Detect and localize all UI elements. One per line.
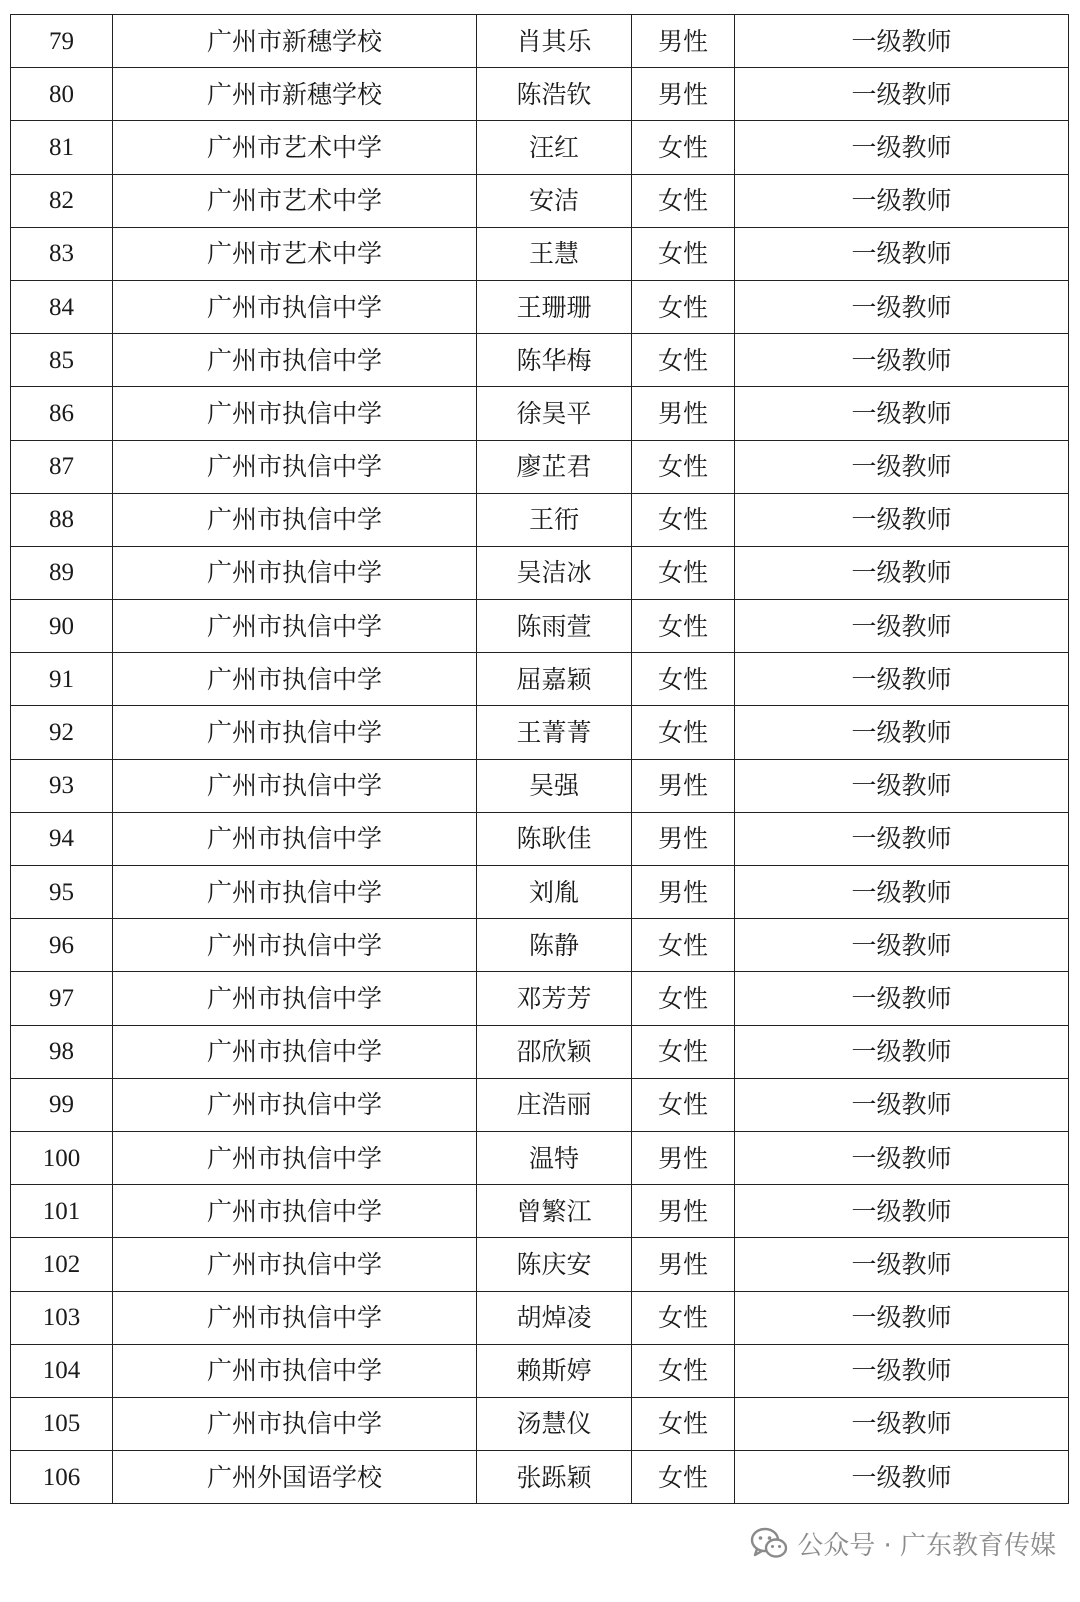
cell-teacher-name: 陈耿佳	[477, 812, 632, 865]
cell-title: 一级教师	[735, 866, 1069, 919]
cell-number: 97	[11, 972, 113, 1025]
table-row	[11, 227, 1069, 280]
cell-gender: 女性	[632, 440, 735, 493]
cell-gender: 男性	[632, 1238, 735, 1291]
table-row	[11, 387, 1069, 440]
cell-number: 86	[11, 387, 113, 440]
cell-teacher-name: 温特	[477, 1131, 632, 1184]
cell-number: 92	[11, 706, 113, 759]
cell-number: 79	[11, 15, 113, 68]
cell-title: 一级教师	[735, 493, 1069, 546]
table-row	[11, 174, 1069, 227]
cell-number: 91	[11, 653, 113, 706]
wechat-watermark	[749, 1518, 1056, 1568]
cell-number: 88	[11, 493, 113, 546]
table-row	[11, 600, 1069, 653]
cell-school: 广州市艺术中学	[113, 121, 477, 174]
cell-number: 102	[11, 1238, 113, 1291]
cell-school: 广州市执信中学	[113, 759, 477, 812]
table-row	[11, 546, 1069, 599]
cell-number: 101	[11, 1185, 113, 1238]
cell-title: 一级教师	[735, 653, 1069, 706]
cell-gender: 女性	[632, 493, 735, 546]
cell-teacher-name: 陈静	[477, 919, 632, 972]
cell-school: 广州市艺术中学	[113, 227, 477, 280]
cell-number: 93	[11, 759, 113, 812]
cell-number: 85	[11, 334, 113, 387]
cell-number: 83	[11, 227, 113, 280]
cell-title: 一级教师	[735, 1025, 1069, 1078]
cell-number: 80	[11, 68, 113, 121]
cell-school: 广州市执信中学	[113, 600, 477, 653]
cell-gender: 男性	[632, 15, 735, 68]
cell-school: 广州市执信中学	[113, 1185, 477, 1238]
cell-gender: 女性	[632, 706, 735, 759]
table-row	[11, 706, 1069, 759]
cell-teacher-name: 吴强	[477, 759, 632, 812]
cell-number: 98	[11, 1025, 113, 1078]
cell-gender: 男性	[632, 866, 735, 919]
cell-title: 一级教师	[735, 334, 1069, 387]
table-row	[11, 866, 1069, 919]
cell-gender: 女性	[632, 919, 735, 972]
cell-school: 广州外国语学校	[113, 1451, 477, 1504]
cell-title: 一级教师	[735, 1451, 1069, 1504]
cell-number: 84	[11, 280, 113, 333]
cell-title: 一级教师	[735, 546, 1069, 599]
cell-title: 一级教师	[735, 1078, 1069, 1131]
table-row	[11, 1291, 1069, 1344]
cell-school: 广州市执信中学	[113, 1397, 477, 1450]
cell-gender: 女性	[632, 1344, 735, 1397]
cell-number: 95	[11, 866, 113, 919]
table-row	[11, 1185, 1069, 1238]
cell-gender: 女性	[632, 1291, 735, 1344]
cell-gender: 男性	[632, 68, 735, 121]
watermark-text: 公众号 · 广东教育传媒	[797, 1530, 1056, 1561]
roster-body	[11, 15, 1069, 1504]
cell-title: 一级教师	[735, 972, 1069, 1025]
table-row	[11, 121, 1069, 174]
cell-number: 106	[11, 1451, 113, 1504]
cell-teacher-name: 赖斯婷	[477, 1344, 632, 1397]
cell-title: 一级教师	[735, 706, 1069, 759]
cell-teacher-name: 陈华梅	[477, 334, 632, 387]
cell-title: 一级教师	[735, 600, 1069, 653]
cell-teacher-name: 曾繁江	[477, 1185, 632, 1238]
table-row	[11, 919, 1069, 972]
cell-title: 一级教师	[735, 1185, 1069, 1238]
cell-number: 89	[11, 546, 113, 599]
cell-title: 一级教师	[735, 68, 1069, 121]
cell-number: 100	[11, 1131, 113, 1184]
cell-teacher-name: 邵欣颖	[477, 1025, 632, 1078]
cell-title: 一级教师	[735, 387, 1069, 440]
cell-teacher-name: 安洁	[477, 174, 632, 227]
cell-teacher-name: 邓芳芳	[477, 972, 632, 1025]
table-row	[11, 280, 1069, 333]
cell-teacher-name: 王菁菁	[477, 706, 632, 759]
cell-gender: 女性	[632, 174, 735, 227]
cell-school: 广州市执信中学	[113, 280, 477, 333]
cell-gender: 男性	[632, 387, 735, 440]
cell-teacher-name: 廖芷君	[477, 440, 632, 493]
table-row	[11, 653, 1069, 706]
cell-school: 广州市执信中学	[113, 1025, 477, 1078]
cell-teacher-name: 徐昊平	[477, 387, 632, 440]
table-row	[11, 493, 1069, 546]
cell-gender: 女性	[632, 121, 735, 174]
table-row	[11, 1344, 1069, 1397]
cell-teacher-name: 肖其乐	[477, 15, 632, 68]
cell-title: 一级教师	[735, 1397, 1069, 1450]
cell-gender: 女性	[632, 653, 735, 706]
cell-title: 一级教师	[735, 227, 1069, 280]
cell-teacher-name: 胡焯凌	[477, 1291, 632, 1344]
cell-title: 一级教师	[735, 280, 1069, 333]
cell-gender: 女性	[632, 334, 735, 387]
table-row	[11, 15, 1069, 68]
cell-gender: 女性	[632, 600, 735, 653]
cell-school: 广州市执信中学	[113, 972, 477, 1025]
cell-number: 90	[11, 600, 113, 653]
cell-number: 81	[11, 121, 113, 174]
cell-school: 广州市执信中学	[113, 919, 477, 972]
cell-school: 广州市执信中学	[113, 387, 477, 440]
cell-gender: 男性	[632, 1185, 735, 1238]
cell-teacher-name: 张跞颖	[477, 1451, 632, 1504]
cell-school: 广州市执信中学	[113, 334, 477, 387]
cell-school: 广州市执信中学	[113, 493, 477, 546]
cell-school: 广州市执信中学	[113, 1291, 477, 1344]
cell-title: 一级教师	[735, 440, 1069, 493]
cell-teacher-name: 陈浩钦	[477, 68, 632, 121]
table-row	[11, 68, 1069, 121]
cell-number: 104	[11, 1344, 113, 1397]
table-row	[11, 1078, 1069, 1131]
cell-school: 广州市执信中学	[113, 1344, 477, 1397]
cell-teacher-name: 屈嘉颖	[477, 653, 632, 706]
cell-gender: 女性	[632, 1397, 735, 1450]
table-row	[11, 1451, 1069, 1504]
cell-number: 82	[11, 174, 113, 227]
wechat-icon	[749, 1523, 789, 1563]
cell-gender: 女性	[632, 227, 735, 280]
table-row	[11, 1397, 1069, 1450]
cell-teacher-name: 汪红	[477, 121, 632, 174]
cell-school: 广州市执信中学	[113, 706, 477, 759]
cell-teacher-name: 吴洁冰	[477, 546, 632, 599]
cell-number: 99	[11, 1078, 113, 1131]
cell-school: 广州市执信中学	[113, 1131, 477, 1184]
cell-gender: 女性	[632, 972, 735, 1025]
cell-school: 广州市艺术中学	[113, 174, 477, 227]
cell-title: 一级教师	[735, 812, 1069, 865]
table-row	[11, 1131, 1069, 1184]
cell-gender: 女性	[632, 280, 735, 333]
cell-teacher-name: 汤慧仪	[477, 1397, 632, 1450]
cell-teacher-name: 庄浩丽	[477, 1078, 632, 1131]
cell-number: 105	[11, 1397, 113, 1450]
cell-school: 广州市执信中学	[113, 440, 477, 493]
table-row	[11, 759, 1069, 812]
cell-number: 94	[11, 812, 113, 865]
table-row	[11, 440, 1069, 493]
table-row	[11, 334, 1069, 387]
cell-gender: 女性	[632, 1078, 735, 1131]
cell-gender: 女性	[632, 546, 735, 599]
cell-title: 一级教师	[735, 15, 1069, 68]
cell-title: 一级教师	[735, 1291, 1069, 1344]
cell-school: 广州市执信中学	[113, 1078, 477, 1131]
cell-school: 广州市执信中学	[113, 866, 477, 919]
cell-teacher-name: 陈雨萱	[477, 600, 632, 653]
cell-title: 一级教师	[735, 1131, 1069, 1184]
cell-school: 广州市执信中学	[113, 1238, 477, 1291]
cell-title: 一级教师	[735, 174, 1069, 227]
cell-gender: 男性	[632, 1131, 735, 1184]
cell-title: 一级教师	[735, 759, 1069, 812]
cell-gender: 男性	[632, 759, 735, 812]
cell-title: 一级教师	[735, 919, 1069, 972]
table-row	[11, 1025, 1069, 1078]
cell-title: 一级教师	[735, 121, 1069, 174]
cell-number: 87	[11, 440, 113, 493]
cell-gender: 男性	[632, 812, 735, 865]
cell-title: 一级教师	[735, 1344, 1069, 1397]
cell-teacher-name: 王衎	[477, 493, 632, 546]
cell-school: 广州市执信中学	[113, 546, 477, 599]
cell-number: 96	[11, 919, 113, 972]
table-row	[11, 972, 1069, 1025]
cell-gender: 女性	[632, 1451, 735, 1504]
cell-school: 广州市新穗学校	[113, 68, 477, 121]
table-row	[11, 812, 1069, 865]
cell-school: 广州市执信中学	[113, 653, 477, 706]
cell-school: 广州市执信中学	[113, 812, 477, 865]
cell-teacher-name: 陈庆安	[477, 1238, 632, 1291]
cell-teacher-name: 刘胤	[477, 866, 632, 919]
cell-number: 103	[11, 1291, 113, 1344]
cell-teacher-name: 王慧	[477, 227, 632, 280]
cell-title: 一级教师	[735, 1238, 1069, 1291]
cell-teacher-name: 王珊珊	[477, 280, 632, 333]
cell-school: 广州市新穗学校	[113, 15, 477, 68]
table-row	[11, 1238, 1069, 1291]
teacher-roster-table	[10, 14, 1069, 1504]
cell-gender: 女性	[632, 1025, 735, 1078]
